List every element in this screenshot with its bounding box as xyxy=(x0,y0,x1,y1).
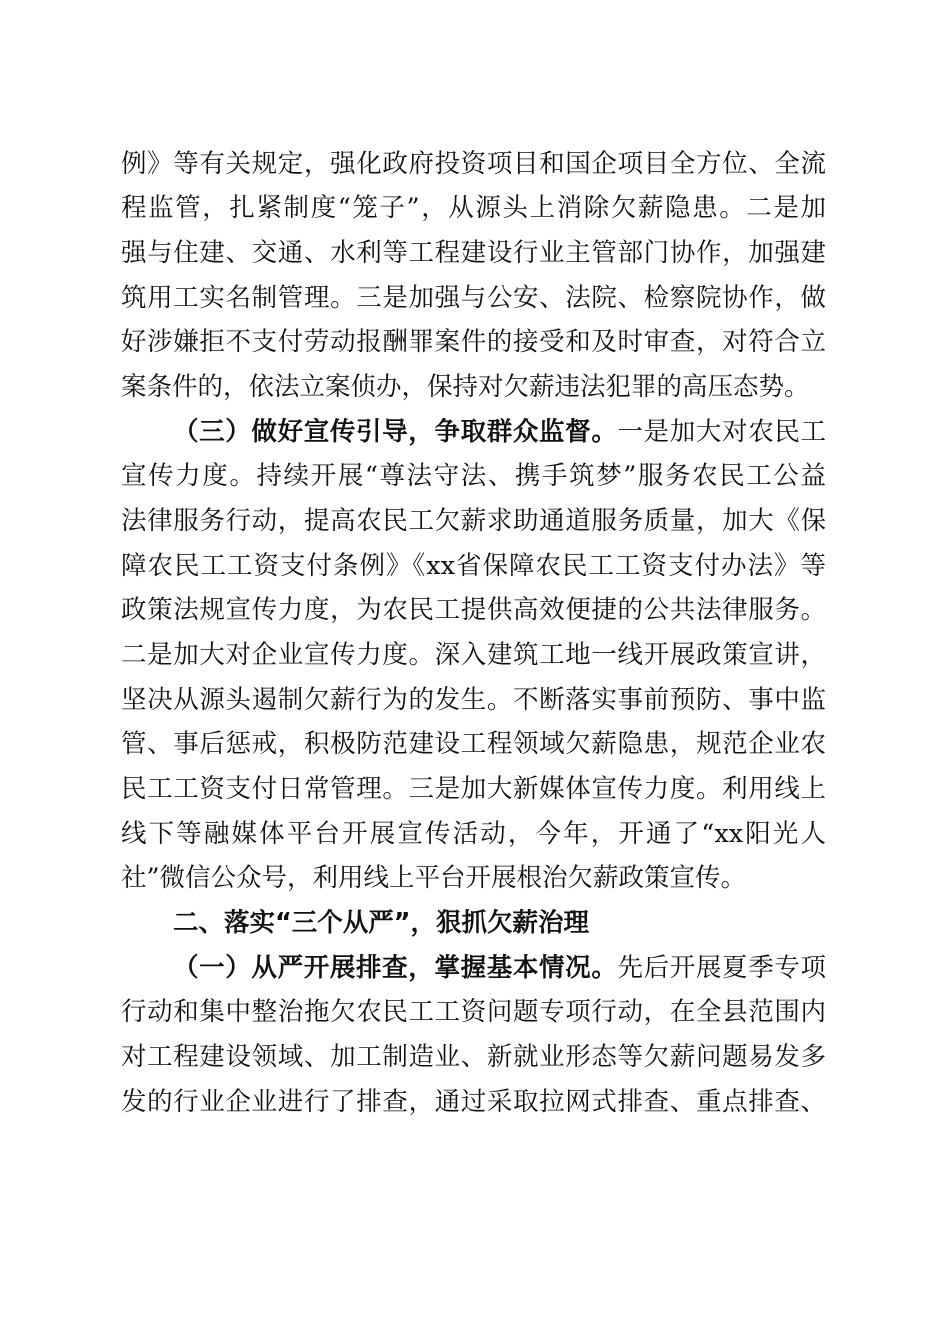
body-text-line: 强与住建、交通、水利等工程建设行业主管部门协作，加强建 xyxy=(121,238,826,268)
body-text-line: 坚决从源头遏制欠薪行为的发生。不断落实事前预防、事中监 xyxy=(121,685,826,715)
paragraph-text: 先后开展夏季专项 xyxy=(617,953,826,983)
body-text-line: 宣传力度。持续开展“尊法守法、携手筑梦”服务农民工公益 xyxy=(121,461,826,491)
body-text-line: 障农民工工资支付条例》《xx省保障农民工工资支付办法》等 xyxy=(121,551,826,581)
body-text-line: 二是加大对企业宣传力度。深入建筑工地一线开展政策宣讲， xyxy=(121,640,826,670)
section-heading: 二、落实“三个从严”，狠抓欠薪治理 xyxy=(173,908,590,938)
body-text-line: 案条件的，依法立案侦办，保持对欠薪违法犯罪的高压态势。 xyxy=(121,372,810,402)
subsection-title: （三）做好宣传引导，争取群众监督。 xyxy=(173,417,618,447)
body-text-line: 线下等融媒体平台开展宣传活动，今年，开通了“xx阳光人 xyxy=(121,819,826,849)
body-text-line: 政策法规宣传力度，为农民工提供高效便捷的公共法律服务。 xyxy=(121,595,826,625)
body-text-line: 程监管，扎紧制度“笼子”，从源头上消除欠薪隐患。二是加 xyxy=(121,193,826,223)
body-text-line: 民工工资支付日常管理。三是加大新媒体宣传力度。利用线上 xyxy=(121,774,826,804)
body-text-line: 发的行业企业进行了排查，通过采取拉网式排查、重点排查、 xyxy=(121,1087,826,1117)
paragraph-first-line xyxy=(173,950,826,986)
body-text-line: 对工程建设领域、加工制造业、新就业形态等欠薪问题易发多 xyxy=(121,1042,826,1072)
paragraph-first-line xyxy=(173,414,826,450)
body-text-line: 法律服务行动，提高农民工欠薪求助通道服务质量，加大《保 xyxy=(121,506,826,536)
subsection-title: （一）从严开展排查，掌握基本情况。 xyxy=(173,953,618,983)
body-text-line: 行动和集中整治拖欠农民工工资问题专项行动，在全县范围内 xyxy=(121,997,826,1027)
body-text-line: 管、事后惩戒，积极防范建设工程领域欠薪隐患，规范企业农 xyxy=(121,729,826,759)
body-text-line: 筑用工实名制管理。三是加强与公安、法院、检察院协作，做 xyxy=(121,283,826,313)
body-text-line: 好涉嫌拒不支付劳动报酬罪案件的接受和及时审查，对符合立 xyxy=(121,327,826,357)
body-text-line: 社”微信公众号，利用线上平台开展根治欠薪政策宣传。 xyxy=(121,863,747,893)
paragraph-text: 一是加大对农民工 xyxy=(617,417,826,447)
body-text-line: 例》等有关规定，强化政府投资项目和国企项目全方位、全流 xyxy=(121,149,826,179)
